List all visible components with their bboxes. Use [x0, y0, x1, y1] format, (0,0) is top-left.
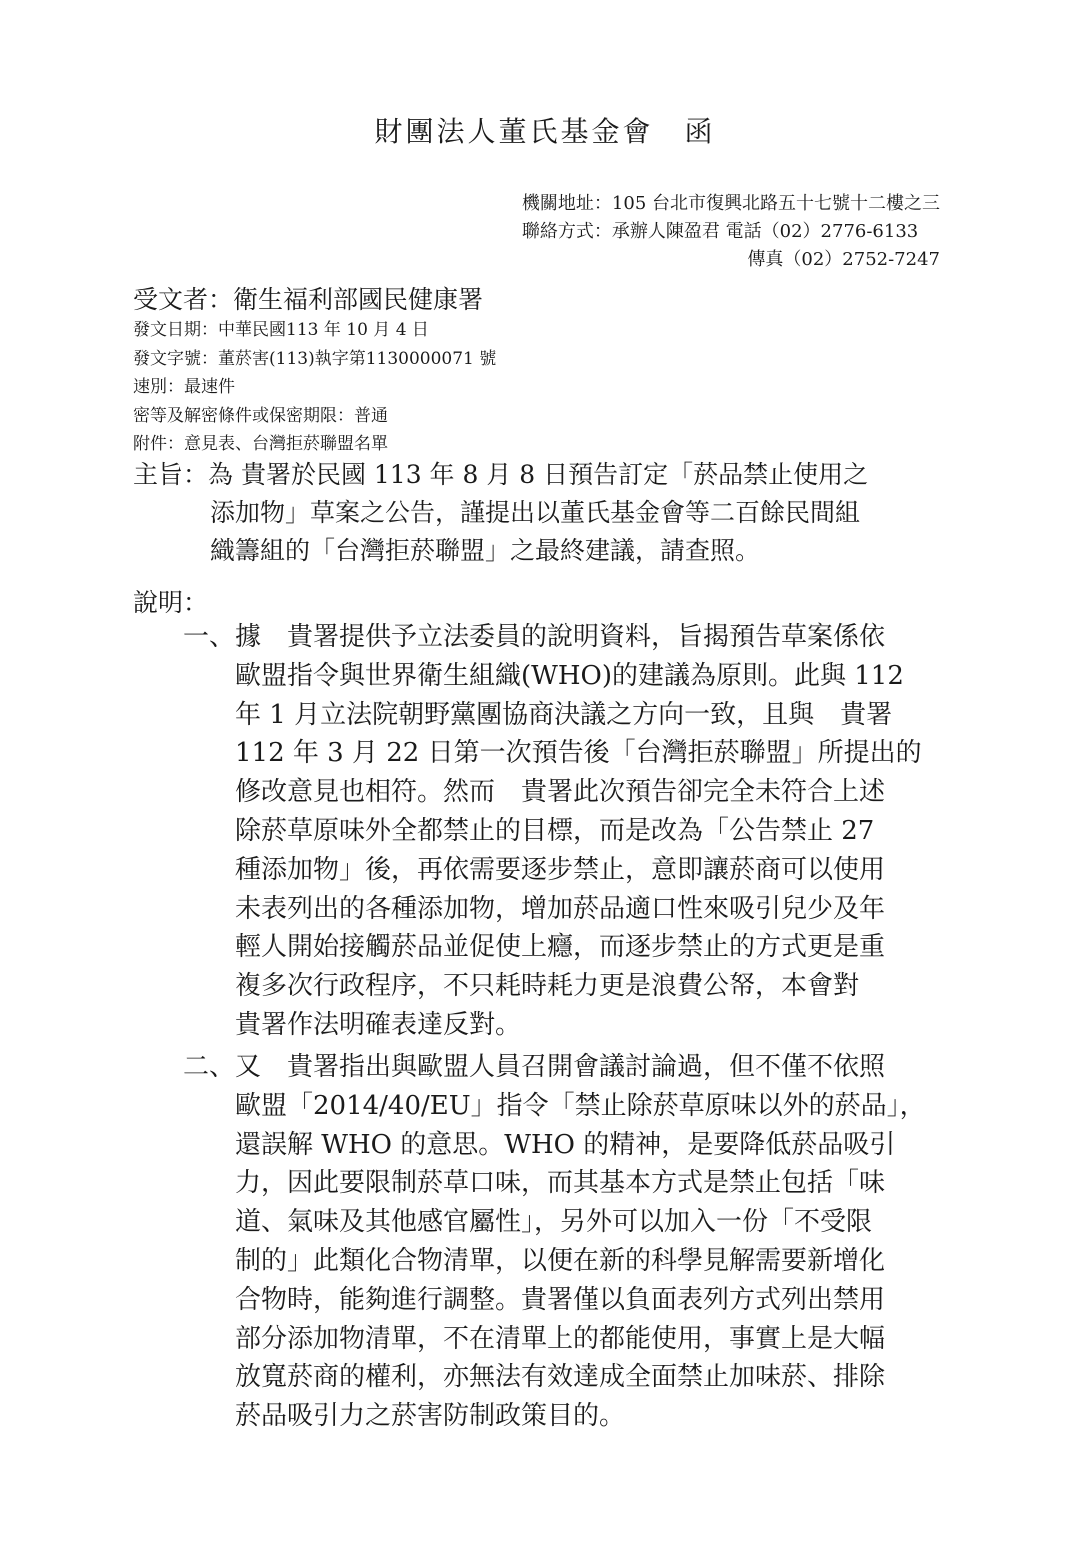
explanation-item-2: [183, 1048, 926, 1436]
delivery-speed: 速別：最速件: [133, 377, 235, 397]
explanation-item-1: [183, 618, 922, 1045]
recipient: 受文者：衛生福利部國民健康署: [133, 285, 484, 314]
item-line: 貴署作法明確表達反對。: [235, 1009, 522, 1040]
item-line: 歐盟「2014/40/EU」指令「禁止除菸草原味以外的菸品」，: [235, 1090, 926, 1121]
document-meta: [133, 316, 496, 459]
item-line: 力，因此要限制菸草口味，而其基本方式是禁止包括「味: [235, 1168, 886, 1199]
issue-date: 發文日期：中華民國113 年 10 月 4 日: [133, 320, 429, 340]
item-line: 部分添加物清單，不在清單上的都能使用，事實上是大幅: [235, 1323, 886, 1354]
document-number: 發文字號：董菸害(113)執字第1130000071 號: [133, 348, 497, 369]
item-line: 道、氣味及其他感官屬性」，另外可以加入一份「不受限: [235, 1207, 873, 1238]
item-line: 複多次行政程序，不只耗時耗力更是浪費公帑，本會對: [235, 971, 860, 1002]
attachments: 附件：意見表、台灣拒菸聯盟名單: [133, 434, 388, 454]
item-line: 菸品吸引力之菸害防制政策目的。: [235, 1401, 626, 1432]
item-line: 放寬菸商的權利，亦無法有效達成全面禁止加味菸、排除: [235, 1362, 886, 1393]
item-line: 歐盟指令與世界衛生組織(WHO)的建議為原則。此與 112: [235, 660, 904, 691]
explanation-label: 說明：: [133, 588, 209, 617]
subject-paragraph: [133, 456, 868, 570]
document-title: 財團法人董氏基金會 函: [374, 115, 716, 148]
sender-fax: 傳真（02）2752-7247: [747, 249, 940, 270]
item-line: 二、又 貴署指出與歐盟人員召開會議討論過，但不僅不依照: [183, 1052, 886, 1082]
item-line: 除菸草原味外全都禁止的目標，而是改為「公告禁止 27: [235, 815, 875, 846]
item-line: 一、據 貴署提供予立法委員的說明資料，旨揭預告草案係依: [183, 622, 886, 652]
item-line: 112 年 3 月 22 日第一次預告後「台灣拒菸聯盟」所提出的: [235, 738, 922, 769]
item-line: 還誤解 WHO 的意思。WHO 的精神，是要降低菸品吸引: [235, 1129, 896, 1160]
item-line: 合物時，能夠進行調整。貴署僅以負面表列方式列出禁用: [235, 1284, 886, 1315]
item-line: 未表列出的各種添加物，增加菸品適口性來吸引兒少及年: [235, 893, 886, 924]
item-line: 修改意見也相符。然而 貴署此次預告卻完全未符合上述: [235, 777, 886, 808]
item-line: 年 1 月立法院朝野黨團協商決議之方向一致，且與 貴署: [235, 699, 893, 730]
item-line: 輕人開始接觸菸品並促使上癮，而逐步禁止的方式更是重: [235, 932, 886, 963]
sender-contact-block: [522, 190, 940, 274]
subject-line: 織籌組的「台灣拒菸聯盟」之最終建議，請查照。: [210, 536, 761, 565]
subject-line: 主旨：為 貴署於民國 113 年 8 月 8 日預告訂定「菸品禁止使用之: [133, 460, 869, 489]
security-level: 密等及解密條件或保密期限：普通: [133, 405, 388, 426]
sender-phone: 聯絡方式：承辦人陳盈君 電話（02）2776-6133: [521, 221, 919, 242]
subject-line: 添加物」草案之公告，謹提出以董氏基金會等二百餘民間組: [210, 498, 861, 527]
item-line: 種添加物」後，再依需要逐步禁止，意即讓菸商可以使用: [235, 854, 886, 885]
item-line: 制的」此類化合物清單，以便在新的科學見解需要新增化: [235, 1245, 886, 1276]
sender-address: 機關地址：105 台北市復興北路五十七號十二樓之三: [521, 193, 940, 214]
